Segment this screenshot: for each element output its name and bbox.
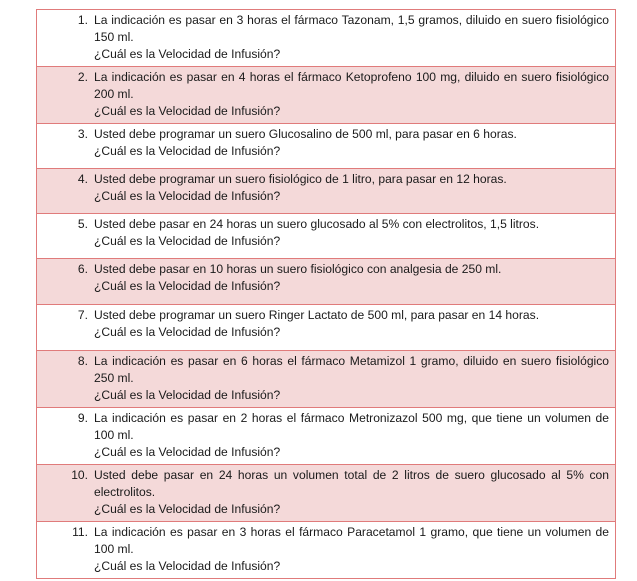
list-item [43, 261, 609, 295]
item-question: ¿Cuál es la Velocidad de Infusión? [94, 445, 281, 459]
table-cell [37, 351, 616, 408]
item-question: ¿Cuál es la Velocidad de Infusión? [94, 144, 281, 158]
list-item [43, 69, 609, 120]
item-statement: La indicación es pasar en 3 horas el fármaco Paracetamol 1 gramo, que tiene un volumen de 100 ml. [94, 525, 609, 556]
table-cell [37, 408, 616, 465]
table-row [37, 351, 616, 408]
table-cell [37, 67, 616, 124]
item-question: ¿Cuál es la Velocidad de Infusión? [94, 234, 281, 248]
list-item [43, 524, 609, 575]
item-number: 2. [77, 70, 88, 84]
table-cell [37, 305, 616, 351]
item-number: 1. [77, 13, 88, 27]
item-statement: La indicación es pasar en 6 horas el fármaco Metamizol 1 gramo, diluido en suero fisiológico 250 ml. [94, 354, 609, 385]
item-question: ¿Cuál es la Velocidad de Infusión? [94, 104, 281, 118]
item-question: ¿Cuál es la Velocidad de Infusión? [94, 325, 281, 339]
item-number: 9. [77, 411, 88, 425]
item-statement: Usted debe programar un suero Ringer Lactato de 500 ml, para pasar en 14 horas. [94, 308, 540, 322]
item-number: 4. [77, 172, 88, 186]
table-cell [37, 259, 616, 305]
list-item [43, 216, 609, 250]
table-row [37, 408, 616, 465]
item-question: ¿Cuál es la Velocidad de Infusión? [94, 189, 281, 203]
item-question: ¿Cuál es la Velocidad de Infusión? [94, 47, 281, 61]
list-item [43, 467, 609, 518]
table-cell [37, 214, 616, 259]
table-row [37, 10, 616, 67]
table-cell [37, 10, 616, 67]
table-row [37, 522, 616, 579]
item-number: 5. [77, 217, 88, 231]
list-item [43, 126, 609, 160]
item-number: 8. [77, 354, 88, 368]
list-item [43, 12, 609, 63]
table-cell [37, 124, 616, 169]
list-item [43, 171, 609, 205]
item-statement: La indicación es pasar en 2 horas el fármaco Metronizazol 500 mg, que tiene un volumen de 100 ml. [94, 411, 609, 442]
list-item [43, 410, 609, 461]
item-number: 3. [77, 127, 88, 141]
item-question: ¿Cuál es la Velocidad de Infusión? [94, 388, 281, 402]
item-number: 11. [72, 525, 88, 539]
item-number: 7. [77, 308, 88, 322]
item-statement: Usted debe pasar en 10 horas un suero fisiológico con analgesia de 250 ml. [94, 262, 502, 276]
item-number: 6. [77, 262, 88, 276]
item-number: 10. [71, 468, 88, 482]
item-question: ¿Cuál es la Velocidad de Infusión? [94, 559, 281, 573]
table-row [37, 305, 616, 351]
item-question: ¿Cuál es la Velocidad de Infusión? [94, 279, 281, 293]
item-question: ¿Cuál es la Velocidad de Infusión? [94, 502, 281, 516]
table-cell [37, 169, 616, 214]
list-item [43, 307, 609, 341]
item-statement: La indicación es pasar en 3 horas el fármaco Tazonam, 1,5 gramos, diluido en suero fisiológico 150 ml. [94, 13, 609, 44]
table-row [37, 67, 616, 124]
table-row [37, 465, 616, 522]
table-row [37, 214, 616, 259]
item-statement: Usted debe pasar en 24 horas un suero glucosado al 5% con electrolitos, 1,5 litros. [94, 217, 540, 231]
table-row [37, 169, 616, 214]
table-row [37, 259, 616, 305]
list-item [43, 353, 609, 404]
table-row [37, 124, 616, 169]
table-cell [37, 522, 616, 579]
table-cell [37, 465, 616, 522]
item-statement: La indicación es pasar en 4 horas el fármaco Ketoprofeno 100 mg, diluido en suero fisiológico 200 ml. [94, 70, 609, 101]
exercise-table [36, 9, 616, 579]
item-statement: Usted debe programar un suero fisiológico de 1 litro, para pasar en 12 horas. [94, 172, 507, 186]
item-statement: Usted debe pasar en 24 horas un volumen total de 2 litros de suero glucosado al 5% con electrolitos. [94, 468, 609, 499]
item-statement: Usted debe programar un suero Glucosalino de 500 ml, para pasar en 6 horas. [94, 127, 517, 141]
